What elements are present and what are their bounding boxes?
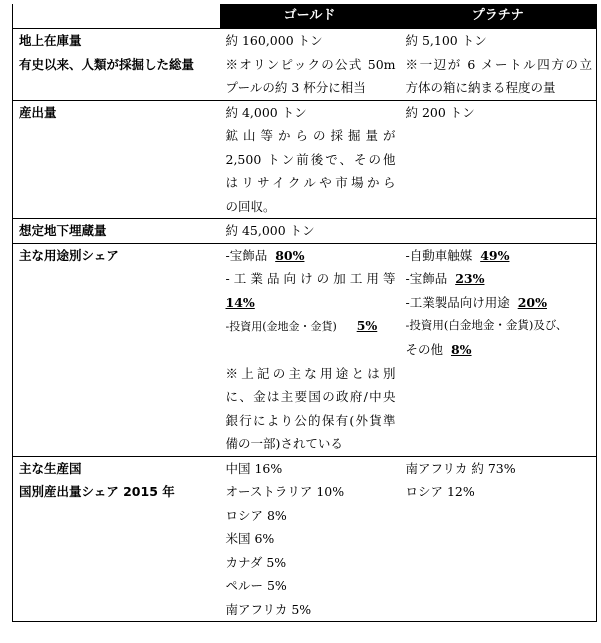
- stock-label-sub: 有史以来、人類が採掘した総量: [19, 56, 195, 72]
- output-platinum-cell: [400, 100, 597, 219]
- row-reserves: [13, 219, 597, 244]
- producer-plat-item: ロシア 12%: [405, 484, 475, 499]
- usage-gold-industrial-pct: 14%: [225, 294, 255, 310]
- header-platinum: プラチナ: [400, 4, 597, 29]
- output-label: 産出量: [19, 104, 57, 120]
- producers-platinum-cell: [400, 456, 597, 622]
- stock-platinum-cell: [400, 29, 597, 101]
- usage-gold-industrial-pct-line: [226, 291, 396, 315]
- usage-gold-industrial: -工業品向けの加工用等: [225, 271, 396, 286]
- output-gold-note-2: 2,500 トン前後で、その他: [225, 151, 396, 167]
- output-gold-cell: [220, 100, 400, 219]
- usage-platinum-cell: [400, 243, 597, 456]
- producer-gold-item: カナダ 5%: [225, 554, 287, 570]
- producer-gold-item: 南アフリカ 5%: [225, 601, 312, 617]
- stock-gold-cell: [220, 29, 400, 101]
- output-gold-note-4: の回収。: [225, 198, 276, 214]
- row-output: [13, 100, 597, 219]
- usage-label: 主な用途別シェア: [19, 247, 119, 263]
- row-stock-label: [13, 29, 220, 101]
- reserves-gold-cell: [220, 219, 597, 244]
- usage-plat-other: [406, 338, 593, 362]
- usage-gold-invest-pct: 5%: [356, 318, 378, 333]
- comparison-table-wrapper: [12, 4, 596, 622]
- usage-plat-auto-pct: 49%: [480, 247, 510, 263]
- row-producers: [13, 456, 597, 622]
- table-header-row: [13, 4, 597, 29]
- usage-gold-note-2: に、金は主要国の政府/中央: [225, 389, 396, 404]
- producers-gold-cell: [220, 456, 400, 622]
- stock-gold-amount: 約 160,000 トン: [225, 33, 323, 48]
- stock-plat-amount: 約 5,100 トン: [405, 33, 487, 48]
- usage-plat-jewelry-pct: 23%: [455, 271, 485, 286]
- usage-plat-auto-label: -自動車触媒: [405, 247, 473, 263]
- usage-plat-auto: [406, 244, 593, 268]
- output-gold-note-1: 鉱山等からの採掘量が: [225, 128, 396, 143]
- usage-plat-industrial-pct: 20%: [517, 294, 547, 310]
- stock-gold-note-1: ※オリンピックの公式 50m: [225, 56, 396, 72]
- usage-plat-industrial-label: -工業製品向け用途: [405, 294, 510, 310]
- usage-gold-invest: [226, 314, 396, 339]
- usage-gold-note-4: 備の一部)されている: [225, 436, 343, 451]
- reserves-label: 想定地下埋蔵量: [19, 223, 107, 238]
- header-gold: ゴールド: [220, 4, 400, 29]
- usage-plat-industrial: [406, 291, 593, 315]
- usage-plat-invest: -投資用(白金地金・金貨)及び、: [405, 318, 568, 332]
- usage-gold-invest-label: -投資用(金地金・金貨): [225, 320, 337, 333]
- row-usage: [13, 243, 597, 456]
- producers-label: [13, 456, 220, 622]
- usage-plat-jewelry: [406, 267, 593, 291]
- usage-gold-jewelry-label: -宝飾品: [225, 247, 268, 263]
- reserves-gold-amount: 約 45,000 トン: [225, 223, 315, 238]
- usage-gold-note-1: ※上記の主な用途とは別: [225, 365, 396, 381]
- usage-gold-cell: [220, 243, 400, 456]
- stock-plat-note-2: 方体の箱に納まる程度の量: [405, 80, 556, 95]
- header-blank-cell: [13, 4, 220, 29]
- stock-plat-note-1: ※一辺が 6 メートル四方の立: [405, 56, 592, 72]
- usage-plat-other-pct: 8%: [450, 341, 472, 357]
- usage-gold-spacer: [226, 339, 396, 362]
- gold-platinum-comparison-table: [12, 4, 597, 622]
- usage-gold-jewelry-pct: 80%: [275, 247, 305, 263]
- row-stock: [13, 29, 597, 101]
- producer-gold-item: ペルー 5%: [225, 578, 287, 593]
- usage-gold-jewelry: [226, 244, 396, 268]
- producer-gold-item: オーストラリア 10%: [225, 484, 345, 499]
- usage-plat-jewelry-label: -宝飾品: [405, 271, 448, 286]
- producer-gold-item: 米国 6%: [225, 531, 275, 546]
- producer-gold-item: ロシア 8%: [225, 507, 287, 523]
- output-plat-amount: 約 200 トン: [405, 104, 475, 120]
- producers-label-sub: 国別産出量シェア 2015 年: [19, 484, 175, 499]
- usage-plat-other-label: その他: [405, 341, 444, 357]
- producer-plat-item: 南アフリカ 約 73%: [405, 460, 516, 476]
- producer-gold-item: 中国 16%: [225, 460, 283, 476]
- usage-gold-note-3: 銀行により公的保有(外貨準: [225, 412, 396, 428]
- stock-label-main: 地上在庫量: [19, 33, 82, 48]
- stock-gold-note-2: プールの約 3 杯分に相当: [225, 80, 366, 95]
- producers-label-main: 主な生産国: [19, 460, 82, 476]
- output-gold-note-3: はリサイクルや市場から: [225, 175, 396, 190]
- output-gold-amount: 約 4,000 トン: [225, 104, 307, 120]
